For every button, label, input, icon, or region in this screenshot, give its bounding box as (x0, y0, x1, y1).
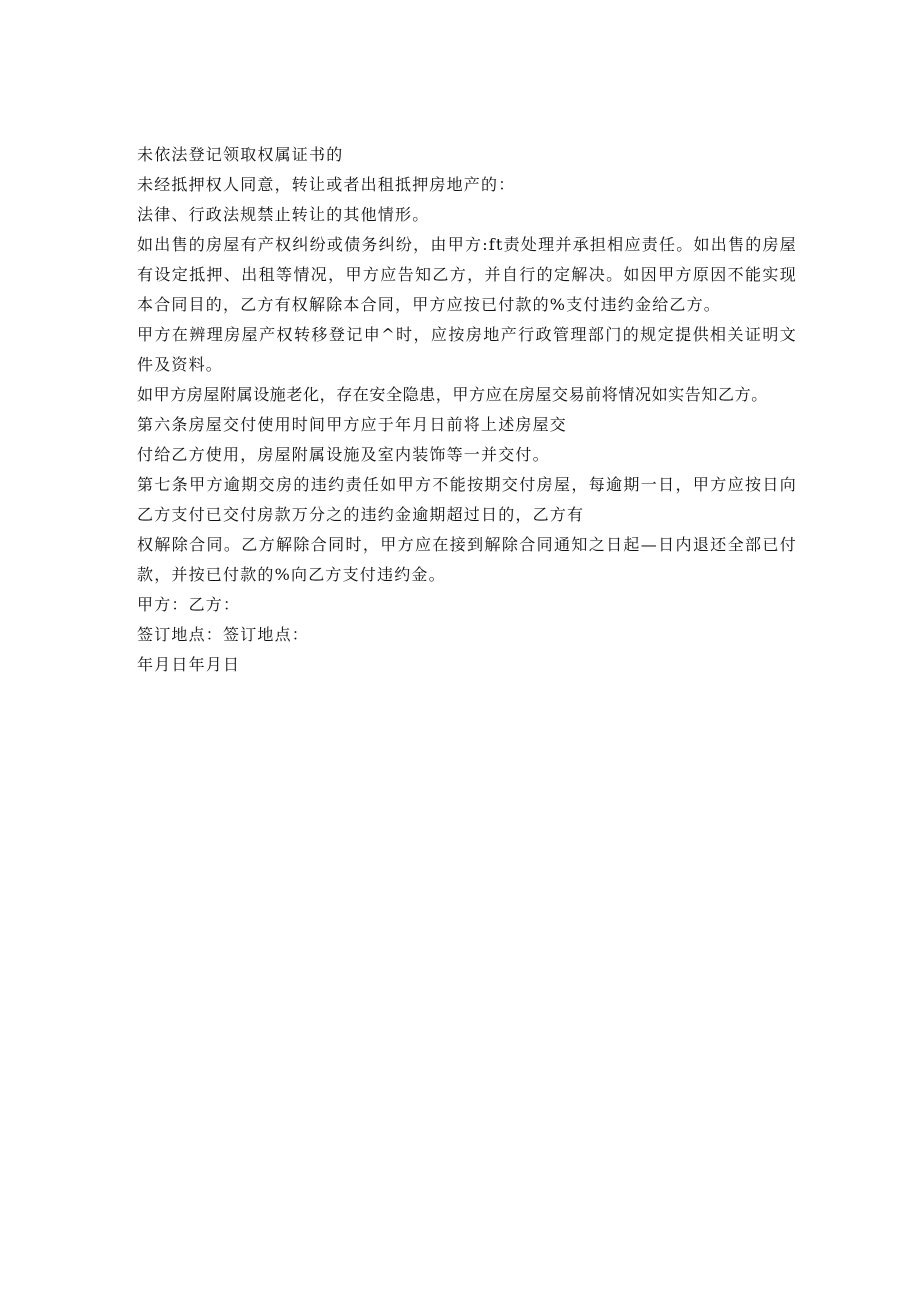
paragraph-facility-aging: 如甲方房屋附属设施老化，存在安全隐患，甲方应在房屋交易前将情况如实告知乙方。 (137, 385, 768, 404)
paragraph-article-six-heading: 第六条房屋交付使用时间甲方应于年月日前将上述房屋交 (137, 415, 568, 434)
paragraph-contract-termination: 权解除合同。乙方解除合同时，甲方应在接到解除合同通知之日起—日内退还全部已付款，并按已付款的%向乙方支付违约金。 (137, 535, 797, 584)
paragraph-mortgage-consent: 未经抵押权人同意，转让或者出租抵押房地产的： (137, 175, 516, 194)
document-body (137, 140, 797, 680)
paragraph-article-seven-body: 第七条甲方逾期交房的违约责任如甲方不能按期交付房屋，每逾期一日，甲方应按日向乙方支付已交付房款万分之的违约金逾期超过日的，乙方有 (137, 475, 797, 524)
signature-parties: 甲方：乙方： (137, 595, 241, 614)
paragraph-transfer-registration: 甲方在辨理房屋产权转移登记申^时，应按房地产行政管理部门的规定提供相关证明文件及资料。 (137, 325, 797, 374)
paragraph-legal-prohibition: 法律、行政法规禁止转让的其他情形。 (137, 205, 430, 224)
paragraph-unregistered-title: 未依法登记领取权属证书的 (137, 145, 344, 164)
paragraph-property-dispute: 如出售的房屋有产权纠纷或债务纠纷，由甲方:ft责处理并承担相应责任。如出售的房屋有设定抵押、出租等情况，甲方应告知乙方，并自行的定解决。如因甲方原因不能实现本合同目的，乙方有权解除本合同，甲方应按已付款的%支付违约金给乙方。 (137, 235, 797, 314)
signature-dates: 年月日年月日 (137, 655, 241, 674)
signature-locations: 签订地点：签订地点： (137, 625, 310, 644)
paragraph-article-six-body: 付给乙方使用，房屋附属设施及室内装饰等一并交付。 (137, 445, 550, 464)
